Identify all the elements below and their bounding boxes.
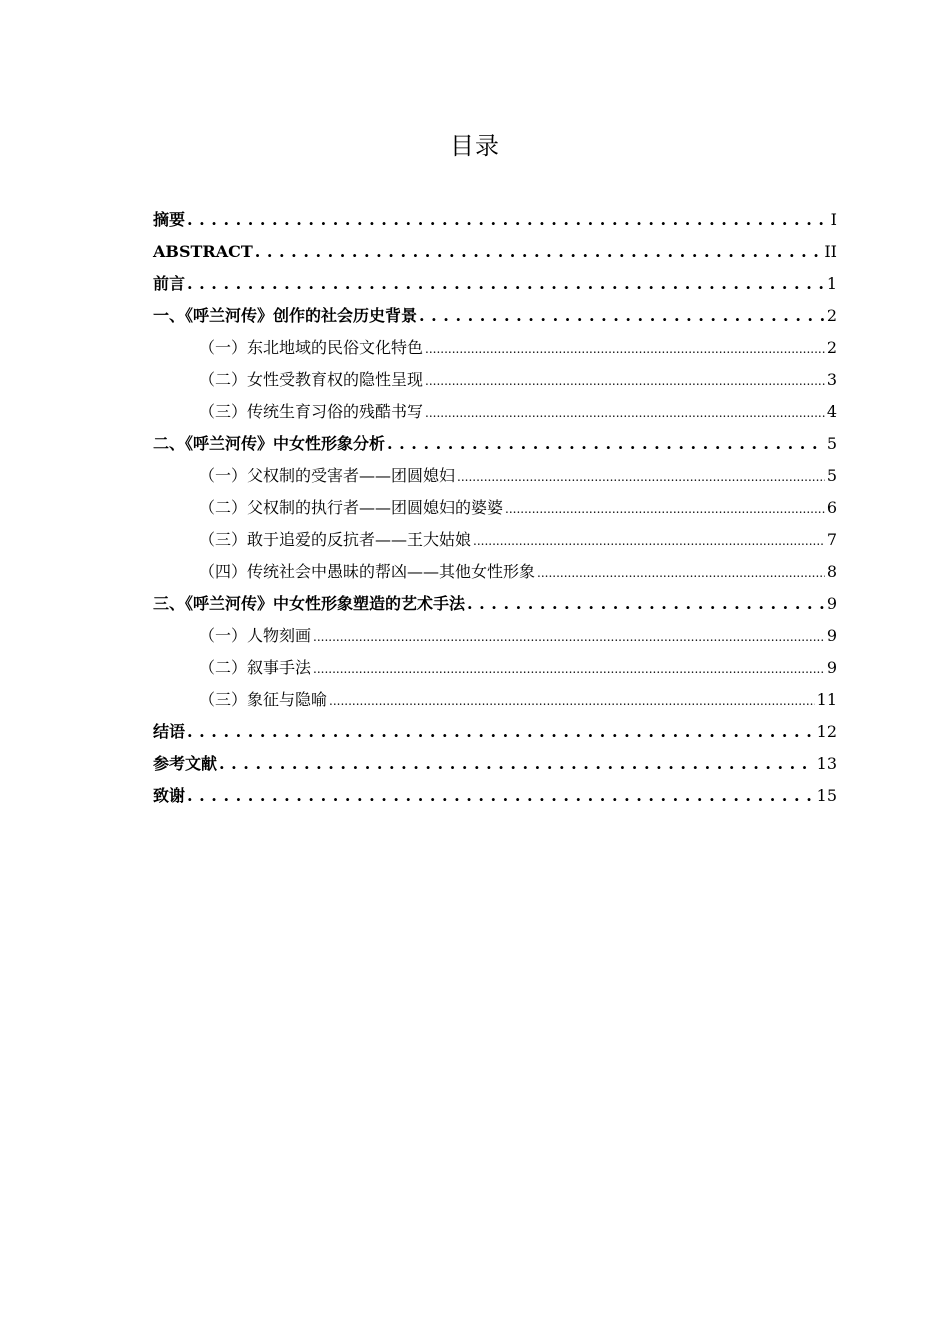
toc-entry-title: 参考文献 xyxy=(153,754,218,773)
toc-dot-leader xyxy=(187,716,815,748)
toc-subentry-page: 4 xyxy=(826,402,837,421)
toc-subentry-page: 5 xyxy=(826,466,837,485)
toc-dot-leader xyxy=(419,300,825,332)
toc-entry[interactable] xyxy=(153,300,837,332)
toc-dot-leader xyxy=(387,428,825,460)
toc-entry-page: 13 xyxy=(816,754,837,773)
toc-entry-title: 致谢 xyxy=(153,786,186,805)
toc-dot-leader xyxy=(187,780,815,812)
toc-entry-page: I xyxy=(830,210,837,229)
toc-subentry-page: 3 xyxy=(826,370,837,389)
toc-subentry-title: （二）父权制的执行者——团圆媳妇的婆婆 xyxy=(199,498,504,517)
toc-subentry[interactable] xyxy=(153,460,837,492)
toc-subentry[interactable] xyxy=(153,652,837,684)
toc-subentry[interactable] xyxy=(153,556,837,588)
toc-entry[interactable] xyxy=(153,236,837,268)
toc-dot-leader xyxy=(505,492,825,525)
toc-entry[interactable] xyxy=(153,428,837,460)
toc-subentry[interactable] xyxy=(153,620,837,652)
toc-subentry[interactable] xyxy=(153,396,837,428)
toc-entry[interactable] xyxy=(153,780,837,812)
toc-subentry-page: 11 xyxy=(816,690,837,709)
toc-entry-title: 二、《呼兰河传》中女性形象分析 xyxy=(153,434,386,453)
toc-dot-leader xyxy=(219,748,815,780)
toc-subentry[interactable] xyxy=(153,524,837,556)
toc-entry[interactable] xyxy=(153,268,837,300)
toc-subentry[interactable] xyxy=(153,332,837,364)
toc-dot-leader xyxy=(313,652,825,685)
toc-subentry[interactable] xyxy=(153,364,837,396)
page-title: 目录 xyxy=(450,132,500,160)
toc-subentry-title: （一）父权制的受害者——团圆媳妇 xyxy=(199,466,456,485)
toc-dot-leader xyxy=(425,396,825,429)
toc-subentry[interactable] xyxy=(153,684,837,716)
toc-dot-leader xyxy=(473,524,825,557)
toc-subentry-page: 6 xyxy=(826,498,837,517)
toc-entry-page: 5 xyxy=(826,434,837,453)
toc-dot-leader xyxy=(425,332,825,365)
toc-entry-title: 前言 xyxy=(153,274,186,293)
toc-entry-page: 2 xyxy=(826,306,837,325)
toc-subentry-page: 9 xyxy=(826,626,837,645)
toc-entry-title: 摘要 xyxy=(153,210,186,229)
toc-dot-leader xyxy=(425,364,825,397)
toc-entry[interactable] xyxy=(153,716,837,748)
toc-subentry-title: （一）东北地域的民俗文化特色 xyxy=(199,338,424,357)
toc-entry-page: II xyxy=(824,242,837,261)
toc-dot-leader xyxy=(187,268,825,300)
toc-entry-title: 结语 xyxy=(153,722,186,741)
toc-subentry-page: 9 xyxy=(826,658,837,677)
toc-entry[interactable] xyxy=(153,748,837,780)
toc-entry[interactable] xyxy=(153,204,837,236)
toc-entry-title: 一、《呼兰河传》创作的社会历史背景 xyxy=(153,306,418,325)
toc-dot-leader xyxy=(329,684,815,717)
toc-dot-leader xyxy=(255,236,823,268)
toc-subentry-page: 8 xyxy=(826,562,837,581)
toc-subentry-title: （一）人物刻画 xyxy=(199,626,312,645)
toc-subentry-page: 7 xyxy=(826,530,837,549)
toc-subentry-title: （三）传统生育习俗的残酷书写 xyxy=(199,402,424,421)
toc-dot-leader xyxy=(187,204,829,236)
table-of-contents xyxy=(153,204,837,812)
toc-entry-title: ABSTRACT xyxy=(153,242,253,261)
toc-entry[interactable] xyxy=(153,588,837,620)
toc-subentry-title: （三）敢于追爱的反抗者——王大姑娘 xyxy=(199,530,472,549)
toc-entry-page: 9 xyxy=(826,594,837,613)
toc-dot-leader xyxy=(537,556,825,589)
toc-subentry-page: 2 xyxy=(826,338,837,357)
toc-subentry-title: （四）传统社会中愚昧的帮凶——其他女性形象 xyxy=(199,562,536,581)
toc-entry-title: 三、《呼兰河传》中女性形象塑造的艺术手法 xyxy=(153,594,466,613)
toc-dot-leader xyxy=(313,620,825,653)
toc-subentry-title: （三）象征与隐喻 xyxy=(199,690,328,709)
toc-entry-page: 15 xyxy=(816,786,837,805)
toc-dot-leader xyxy=(457,460,825,493)
toc-subentry-title: （二）叙事手法 xyxy=(199,658,312,677)
toc-entry-page: 12 xyxy=(816,722,837,741)
toc-dot-leader xyxy=(467,588,825,620)
toc-subentry[interactable] xyxy=(153,492,837,524)
toc-subentry-title: （二）女性受教育权的隐性呈现 xyxy=(199,370,424,389)
toc-entry-page: 1 xyxy=(826,274,837,293)
